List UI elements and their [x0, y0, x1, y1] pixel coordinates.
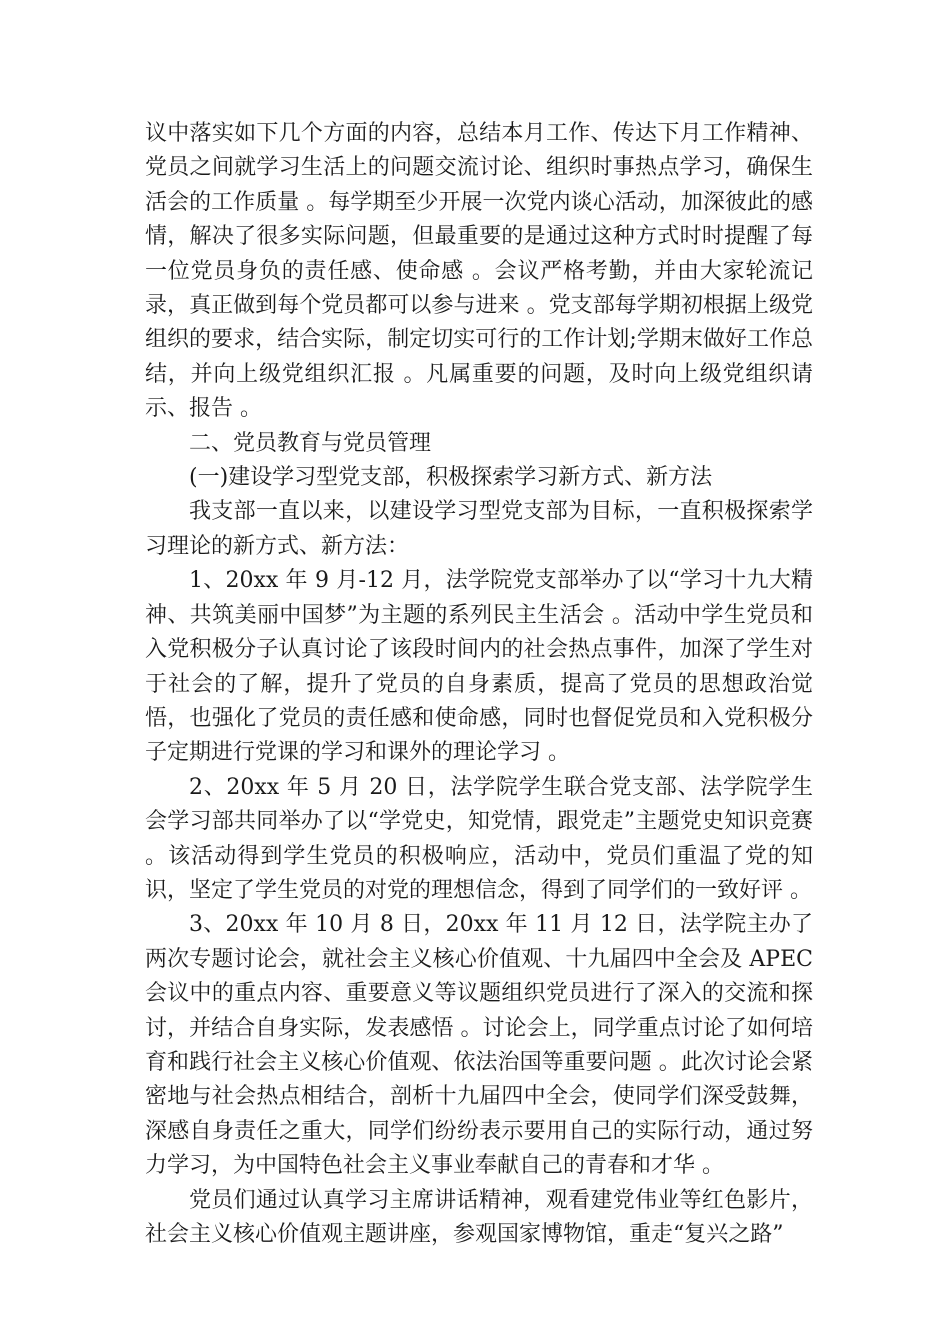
list-item-history-contest: 2、20xx 年 5 月 20 日，法学院学生联合党支部、法学院学生会学习部共同举办了以“学党史，知党情，跟党走”主题党史知识竞赛 。该活动得到学生党员的积极响应，活动中，党员们重温了党的知识，坚定了学生党员的对党的理想信念，得到了同学们的一致好评 。 — [145, 774, 813, 903]
subsection-heading-learning-branch: (一)建设学习型党支部，积极探索学习新方式、新方法 — [189, 465, 713, 491]
paragraph-learning-intro: 我支部一直以来，以建设学习型党支部为目标，一直积极探索学习理论的新方式、新方法： — [145, 499, 813, 559]
paragraph-meeting-continuation: 议中落实如下几个方面的内容，总结本月工作、传达下月工作精神、党员之间就学习生活上的问题交流讨论、组织时事热点学习，确保生活会的工作质量 。每学期至少开展一次党内谈心活动，加深彼此的感情，解决了很多实际问题，但最重要的是通过这种方式时时提醒了每一位党员身负的责任感、使命感 。会议严格考勤，并由大家轮流记录，真正做到每个党员都可以参与进来 。党支部每学期初根据上级党组织的要求，结合实际，制定切实可行的工作计划;学期末做好工作总结，并向上级党组织汇报 。凡属重要的问题，及时向上级党组织请示、报告 。 — [145, 121, 813, 422]
paragraph-member-study: 党员们通过认真学习主席讲话精神，观看建党伟业等红色影片，社会主义核心价值观主题讲座，参观国家博物馆，重走“复兴之路” — [145, 1187, 813, 1247]
section-heading-party-education: 二、党员教育与党员管理 — [189, 430, 432, 456]
document-body — [145, 117, 813, 1252]
list-item-democratic-meeting: 1、20xx 年 9 月-12 月，法学院党支部举办了以“学习十九大精神、共筑美丽中国梦”为主题的系列民主生活会 。活动中学生党员和入党积极分子认真讨论了该段时间内的社会热点事件，加深了学生对于社会的了解，提升了党员的自身素质，提高了党员的思想政治觉悟，也强化了党员的责任感和使命感，同时也督促党员和入党积极分子定期进行党课的学习和课外的理论学习 。 — [145, 568, 813, 766]
list-item-seminars: 3、20xx 年 10 月 8 日，20xx 年 11 月 12 日，法学院主办了两次专题讨论会，就社会主义核心价值观、十九届四中全会及 APEC 会议中的重点内容、重要意义等议题组织党员进行了深入的交流和探讨，并结合自身实际，发表感悟 。讨论会上，同学重点讨论了如何培育和践行社会主义核心价值观、依法治国等重要问题 。此次讨论会紧密地与社会热点相结合，剖析十九届四中全会，使同学们深受鼓舞，深感自身责任之重大，同学们纷纷表示要用自己的实际行动，通过努力学习，为中国特色社会主义事业奉献自己的青春和才华 。 — [145, 912, 813, 1179]
